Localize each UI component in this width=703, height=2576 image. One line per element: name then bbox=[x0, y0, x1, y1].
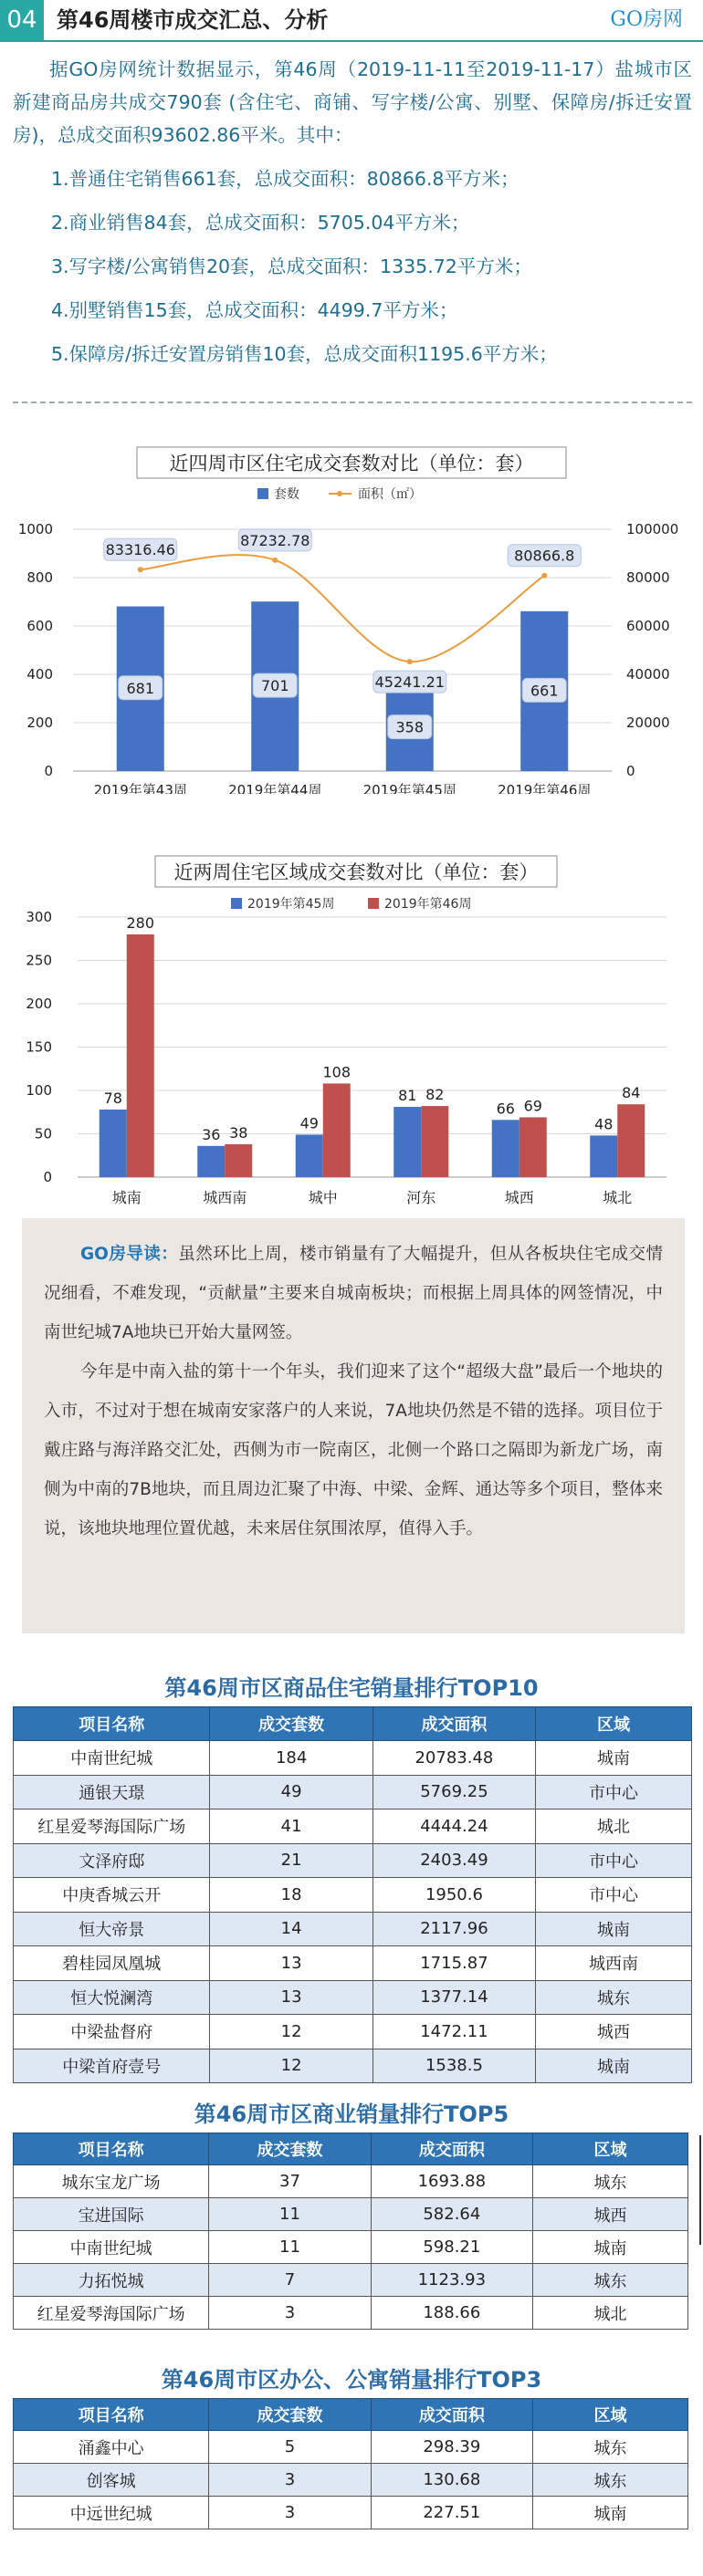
table-row bbox=[14, 2049, 692, 2083]
table-header-cell: 项目名称 bbox=[14, 2399, 209, 2431]
table-cell: 城东 bbox=[533, 2165, 688, 2198]
table-cell: 2117.96 bbox=[372, 1912, 535, 1946]
section-number: 04 bbox=[0, 0, 44, 40]
chart2-bar-value-label: 49 bbox=[299, 1114, 319, 1132]
chart1-legend-swatch-bars bbox=[257, 488, 268, 499]
table-header-cell: 区域 bbox=[536, 1707, 692, 1741]
chart2-xtick-label: 河东 bbox=[406, 1189, 436, 1206]
chart1-bar-value-label: 358 bbox=[395, 718, 425, 736]
chart2-bar-s0 bbox=[393, 1107, 421, 1177]
table-cell: 恒大悦澜湾 bbox=[14, 1980, 210, 2015]
residential-top10-table bbox=[13, 1706, 692, 2083]
chart1-y2tick-label: 60000 bbox=[626, 618, 670, 634]
table-row bbox=[14, 2497, 688, 2529]
chart2-bar-value-label: 66 bbox=[496, 1100, 515, 1118]
table-cell: 中南世纪城 bbox=[14, 2231, 209, 2264]
table-cell: 11 bbox=[209, 2231, 371, 2264]
table-header-row bbox=[14, 2399, 688, 2431]
table-cell: 1472.11 bbox=[372, 2015, 535, 2049]
table-cell: 13 bbox=[210, 1980, 372, 2015]
chart2-ytick-label: 50 bbox=[34, 1125, 52, 1142]
table-cell: 2403.49 bbox=[372, 1843, 535, 1878]
chart2-bar-s1 bbox=[421, 1106, 448, 1177]
table-header-cell: 项目名称 bbox=[14, 1707, 210, 1741]
sales-item-commercial: 2.商业销售84套，总成交面积：5705.04平方米； bbox=[51, 212, 470, 234]
table-cell: 涌鑫中心 bbox=[14, 2431, 209, 2464]
table-cell: 3 bbox=[209, 2297, 371, 2330]
table-cell: 18 bbox=[210, 1878, 372, 1913]
table-header-row bbox=[14, 1707, 692, 1741]
chart1-xtick-label: 2019年第46周 bbox=[498, 782, 592, 794]
table-cell: 298.39 bbox=[371, 2431, 532, 2464]
chart2-xtick-label: 城北 bbox=[603, 1189, 633, 1206]
chart2-ytick-label: 250 bbox=[26, 952, 52, 969]
table-row bbox=[14, 2464, 688, 2497]
table-cell: 城北 bbox=[536, 1809, 692, 1844]
table-cell: 中南世纪城 bbox=[14, 1741, 210, 1776]
guide-paragraph-1 bbox=[44, 1235, 663, 1352]
table-cell: 宝进国际 bbox=[14, 2198, 209, 2231]
table-cell: 力拓悦城 bbox=[14, 2264, 209, 2297]
table-cell: 37 bbox=[209, 2165, 371, 2198]
table-cell: 1693.88 bbox=[371, 2165, 532, 2198]
chart1-line-value-label: 83316.46 bbox=[105, 541, 175, 559]
table-cell: 582.64 bbox=[371, 2198, 532, 2231]
chart2-ytick-label: 150 bbox=[26, 1038, 52, 1056]
chart2-bar-s1 bbox=[127, 934, 154, 1177]
table3-title: 第46周市区办公、公寓销量排行TOP3 bbox=[161, 2367, 542, 2393]
table1-title: 第46周市区商品住宅销量排行TOP10 bbox=[164, 1675, 539, 1701]
table-row bbox=[14, 1775, 692, 1809]
chart1-ytick-label: 0 bbox=[44, 763, 53, 779]
chart2-title: 近两周住宅区域成交套数对比（单位：套） bbox=[173, 861, 539, 883]
table-row bbox=[14, 2165, 688, 2198]
four-week-chart bbox=[0, 429, 703, 794]
chart1-bar-value-label: 701 bbox=[260, 677, 289, 695]
chart1-legend-label-bars: 套数 bbox=[274, 487, 299, 502]
guide-lead: GO房导读： bbox=[80, 1245, 179, 1264]
table-cell: 130.68 bbox=[371, 2464, 532, 2497]
table-cell: 5 bbox=[209, 2431, 371, 2464]
table-cell: 5769.25 bbox=[372, 1775, 535, 1809]
table-cell: 184 bbox=[210, 1741, 372, 1776]
chart2-ytick-label: 0 bbox=[43, 1169, 52, 1185]
table-cell: 恒大帝景 bbox=[14, 1912, 210, 1946]
table-cell: 中梁盐督府 bbox=[14, 2015, 210, 2049]
table-row bbox=[14, 1809, 692, 1844]
chart1-legend-marker-line bbox=[337, 491, 342, 496]
sales-item-villa: 4.别墅销售15套，总成交面积：4499.7平方米； bbox=[51, 299, 458, 321]
table-cell: 城东 bbox=[533, 2431, 688, 2464]
table-cell: 12 bbox=[210, 2049, 372, 2083]
table-cell: 城南 bbox=[533, 2497, 688, 2529]
table-cell: 49 bbox=[210, 1775, 372, 1809]
table-cell: 41 bbox=[210, 1809, 372, 1844]
chart1-line-point bbox=[272, 558, 278, 563]
chart2-bar-value-label: 108 bbox=[322, 1063, 352, 1081]
table-row bbox=[14, 2231, 688, 2264]
page-header bbox=[0, 0, 703, 42]
chart1-line-value-label: 87232.78 bbox=[240, 531, 310, 549]
chart1-ytick-label: 400 bbox=[26, 666, 53, 683]
table-cell: 文泽府邸 bbox=[14, 1843, 210, 1878]
table-cell: 1377.14 bbox=[372, 1980, 535, 2015]
chart1-line-value-label: 80866.8 bbox=[514, 547, 575, 565]
table-cell: 城东 bbox=[536, 1980, 692, 2015]
table-cell: 市中心 bbox=[536, 1775, 692, 1809]
table-cell: 城东宝龙广场 bbox=[14, 2165, 209, 2198]
chart2-bar-s0 bbox=[197, 1146, 225, 1177]
table-cell: 通银天璟 bbox=[14, 1775, 210, 1809]
table-cell: 13 bbox=[210, 1946, 372, 1981]
table-cell: 城东 bbox=[533, 2464, 688, 2497]
chart1-line-point bbox=[138, 567, 143, 572]
table-cell: 1123.93 bbox=[371, 2264, 532, 2297]
table-cell: 红星爱琴海国际广场 bbox=[14, 2297, 209, 2330]
chart2-bar-value-label: 48 bbox=[594, 1115, 614, 1133]
table-cell: 创客城 bbox=[14, 2464, 209, 2497]
section-divider bbox=[13, 402, 692, 403]
chart1-ytick-label: 200 bbox=[26, 714, 53, 731]
table-cell: 城南 bbox=[533, 2231, 688, 2264]
chart2-bar-s0 bbox=[100, 1110, 127, 1177]
chart2-bar-s0 bbox=[492, 1120, 519, 1177]
chart1-y2tick-label: 80000 bbox=[626, 569, 670, 586]
table-cell: 城南 bbox=[536, 2049, 692, 2083]
chart1-y2tick-label: 40000 bbox=[626, 666, 670, 683]
table-row bbox=[14, 2264, 688, 2297]
chart2-ytick-label: 200 bbox=[26, 996, 52, 1012]
chart2-bar-value-label: 69 bbox=[523, 1097, 542, 1115]
table-row bbox=[14, 1878, 692, 1913]
intro-section bbox=[13, 53, 692, 370]
table-cell: 城北 bbox=[533, 2297, 688, 2330]
chart2-xtick-label: 城南 bbox=[111, 1189, 142, 1206]
chart1-ytick-label: 800 bbox=[26, 569, 53, 586]
table-cell: 市中心 bbox=[536, 1878, 692, 1913]
sales-breakdown-list bbox=[13, 162, 692, 370]
chart2-bar-s1 bbox=[519, 1117, 547, 1177]
table-cell: 城南 bbox=[536, 1741, 692, 1776]
chart1-line-value-label: 45241.21 bbox=[374, 673, 445, 692]
table-cell: 1950.6 bbox=[372, 1878, 535, 1913]
chart2-bar-s1 bbox=[323, 1083, 351, 1177]
chart2-ytick-label: 300 bbox=[26, 909, 52, 925]
table-header-cell: 成交面积 bbox=[371, 2399, 532, 2431]
table-cell: 城南 bbox=[536, 1912, 692, 1946]
chart1-line-point bbox=[541, 573, 547, 579]
table-header-cell: 成交面积 bbox=[371, 2133, 532, 2165]
page-title: 第46周楼市成交汇总、分析 bbox=[57, 7, 329, 33]
table-row bbox=[14, 1912, 692, 1946]
chart2-bar-value-label: 78 bbox=[103, 1089, 122, 1107]
edge-marker bbox=[699, 2135, 701, 2245]
chart2-xtick-label: 城西南 bbox=[203, 1189, 247, 1206]
chart1-bar-value-label: 661 bbox=[530, 682, 559, 700]
chart1-y2tick-label: 100000 bbox=[626, 521, 679, 537]
table-row bbox=[14, 1946, 692, 1981]
chart2-bar-value-label: 280 bbox=[126, 914, 155, 932]
table-cell: 227.51 bbox=[371, 2497, 532, 2529]
guide-note bbox=[22, 1218, 685, 1633]
district-chart-svg bbox=[0, 840, 703, 1223]
chart2-legend-label-s0: 2019年第45周 bbox=[247, 897, 335, 912]
table-cell: 3 bbox=[209, 2464, 371, 2497]
table-cell: 城西 bbox=[533, 2198, 688, 2231]
table-cell: 598.21 bbox=[371, 2231, 532, 2264]
table-header-row bbox=[14, 2133, 688, 2165]
table-row bbox=[14, 1843, 692, 1878]
table-cell: 中庚香城云开 bbox=[14, 1878, 210, 1913]
sales-item-office: 3.写字楼/公寓销售20套，总成交面积：1335.72平方米； bbox=[51, 256, 532, 277]
table-cell: 1538.5 bbox=[372, 2049, 535, 2083]
brand-logo: GO房网 bbox=[610, 8, 683, 31]
table-cell: 碧桂园凤凰城 bbox=[14, 1946, 210, 1981]
chart1-title: 近四周市区住宅成交套数对比（单位：套） bbox=[169, 453, 534, 475]
sales-item-affordable: 5.保障房/拆迁安置房销售10套，总成交面积1195.6平方米； bbox=[51, 343, 558, 365]
chart2-xtick-label: 城西 bbox=[504, 1189, 534, 1206]
chart1-legend-label-line: 面积（㎡） bbox=[358, 487, 422, 502]
chart2-legend-label-s1: 2019年第46周 bbox=[384, 897, 472, 912]
table-row bbox=[14, 2198, 688, 2231]
table-header-cell: 成交套数 bbox=[210, 1707, 372, 1741]
table-cell: 3 bbox=[209, 2497, 371, 2529]
guide-paragraph-2: 今年是中南入盐的第十一个年头，我们迎来了这个“超级大盘”最后一个地块的入市，不过对于想在城南安家落户的人来说，7A地块仍然是不错的选择。项目位于戴庄路与海洋路交汇处，西侧为市一院南区，北侧一个路口之隔即为新龙广场，南侧为中南的7B地块，而且周边汇聚了中海、中梁、金辉、通达等多个项目，整体来说，该地块地理位置优越，未来居住氛围浓厚，值得入手。 bbox=[44, 1362, 663, 1538]
table-header-cell: 区域 bbox=[533, 2399, 688, 2431]
table-row bbox=[14, 2431, 688, 2464]
chart1-xtick-label: 2019年第43周 bbox=[93, 782, 187, 794]
table-row bbox=[14, 1741, 692, 1776]
chart1-xtick-label: 2019年第45周 bbox=[362, 782, 456, 794]
chart1-ytick-label: 1000 bbox=[17, 521, 53, 537]
table-cell: 城东 bbox=[533, 2264, 688, 2297]
chart2-legend-swatch-s1 bbox=[368, 898, 379, 909]
chart1-bar-value-label: 681 bbox=[126, 679, 155, 697]
table-header-cell: 成交套数 bbox=[209, 2399, 371, 2431]
table-header-cell: 成交面积 bbox=[372, 1707, 535, 1741]
chart2-bar-s0 bbox=[590, 1135, 617, 1177]
chart2-bar-value-label: 82 bbox=[425, 1086, 445, 1104]
table-cell: 11 bbox=[209, 2198, 371, 2231]
chart2-bar-value-label: 84 bbox=[622, 1084, 641, 1102]
table-row bbox=[14, 1980, 692, 2015]
chart2-xtick-label: 城中 bbox=[308, 1189, 338, 1206]
table-cell: 14 bbox=[210, 1912, 372, 1946]
guide-text-1: 虽然环比上周，楼市销量有了大幅提升，但从各板块住宅成交情况细看，不难发现，“贡献量”主要来自城南板块；而根据上周具体的网签情况，中南世纪城7A地块已开始大量网签。 bbox=[44, 1245, 663, 1342]
chart1-line-point bbox=[407, 659, 413, 664]
table-cell: 市中心 bbox=[536, 1843, 692, 1878]
table-header-cell: 项目名称 bbox=[14, 2133, 209, 2165]
chart2-bar-value-label: 36 bbox=[202, 1125, 221, 1143]
office-top3-table bbox=[13, 2398, 688, 2529]
table-cell: 中梁首府壹号 bbox=[14, 2049, 210, 2083]
chart1-y2tick-label: 0 bbox=[626, 763, 635, 779]
chart2-bar-s1 bbox=[617, 1104, 645, 1177]
table-cell: 1715.87 bbox=[372, 1946, 535, 1981]
district-chart bbox=[0, 840, 703, 1223]
table-header-cell: 成交套数 bbox=[209, 2133, 371, 2165]
chart2-ytick-label: 100 bbox=[26, 1082, 52, 1099]
chart2-bar-s0 bbox=[296, 1134, 323, 1177]
intro-paragraph: 据GO房网统计数据显示，第46周（2019-11-11至2019-11-17）盐城市区新建商品房共成交790套 (含住宅、商铺、写字楼/公寓、别墅、保障房/拆迁安置房)，总成交面积93602.86平米。其中： bbox=[13, 58, 692, 146]
table-cell: 4444.24 bbox=[372, 1809, 535, 1844]
chart2-legend-swatch-s0 bbox=[231, 898, 242, 909]
table-row bbox=[14, 2015, 692, 2049]
table-cell: 12 bbox=[210, 2015, 372, 2049]
table-cell: 20783.48 bbox=[372, 1741, 535, 1776]
sales-item-residential: 1.普通住宅销售661套，总成交面积：80866.8平方米； bbox=[51, 168, 519, 190]
table2-title: 第46周市区商业销量排行TOP5 bbox=[194, 2101, 509, 2127]
chart2-bar-s1 bbox=[225, 1144, 252, 1177]
table-cell: 中远世纪城 bbox=[14, 2497, 209, 2529]
commercial-top5-table bbox=[13, 2133, 688, 2330]
table-cell: 红星爱琴海国际广场 bbox=[14, 1809, 210, 1844]
table-cell: 城西南 bbox=[536, 1946, 692, 1981]
table-row bbox=[14, 2297, 688, 2330]
table-header-cell: 区域 bbox=[533, 2133, 688, 2165]
table-cell: 188.66 bbox=[371, 2297, 532, 2330]
table-cell: 城西 bbox=[536, 2015, 692, 2049]
chart2-bar-value-label: 38 bbox=[229, 1123, 248, 1142]
four-week-chart-svg bbox=[0, 429, 703, 794]
chart1-xtick-label: 2019年第44周 bbox=[228, 782, 322, 794]
chart1-area-line bbox=[141, 555, 545, 662]
table-cell: 7 bbox=[209, 2264, 371, 2297]
chart1-ytick-label: 600 bbox=[26, 618, 53, 634]
chart2-bar-value-label: 81 bbox=[398, 1087, 417, 1105]
chart1-y2tick-label: 20000 bbox=[626, 714, 670, 731]
table-cell: 21 bbox=[210, 1843, 372, 1878]
